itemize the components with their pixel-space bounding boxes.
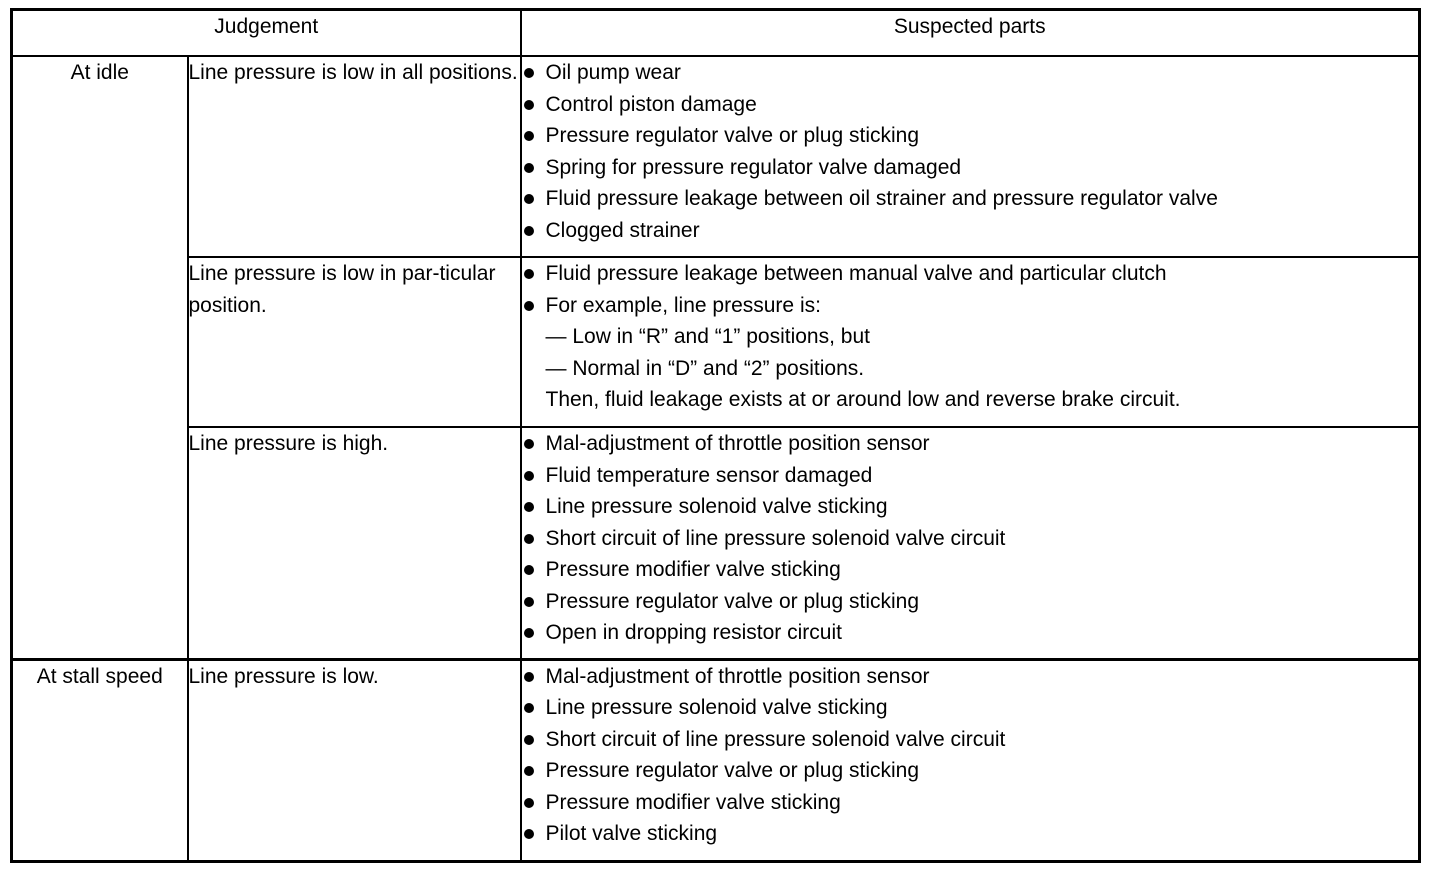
bullet-icon xyxy=(524,766,534,776)
list-item: Line pressure solenoid valve sticking xyxy=(522,692,1419,724)
parts-list xyxy=(522,258,1419,321)
parts-list xyxy=(522,661,1419,850)
judgement-header: Judgement xyxy=(12,10,521,57)
list-item: Pressure modifier valve sticking xyxy=(522,554,1419,586)
parts-cell xyxy=(521,427,1420,659)
bullet-icon xyxy=(524,301,534,311)
list-item: Line pressure solenoid valve sticking xyxy=(522,491,1419,523)
list-item: Short circuit of line pressure solenoid valve circuit xyxy=(522,523,1419,555)
bullet-icon xyxy=(524,471,534,481)
list-item: Spring for pressure regulator valve damaged xyxy=(522,152,1419,184)
line-pressure-diagnosis-table xyxy=(10,8,1421,863)
list-item: Fluid pressure leakage between manual valve and particular clutch xyxy=(522,258,1419,290)
table-row xyxy=(12,56,1420,257)
bullet-icon xyxy=(524,439,534,449)
list-item: Short circuit of line pressure solenoid valve circuit xyxy=(522,724,1419,756)
header-row xyxy=(12,10,1420,57)
bullet-icon xyxy=(524,703,534,713)
list-item: Pressure regulator valve or plug sticking xyxy=(522,120,1419,152)
bullet-icon xyxy=(524,163,534,173)
table-row xyxy=(12,257,1420,427)
bullet-icon xyxy=(524,829,534,839)
sub-item: — Low in “R” and “1” positions, but xyxy=(545,325,870,348)
list-item: Fluid pressure leakage between oil strainer and pressure regulator valve xyxy=(522,183,1419,215)
parts-list xyxy=(522,57,1419,246)
bullet-icon xyxy=(524,534,534,544)
bullet-icon xyxy=(524,100,534,110)
sub-item: — Normal in “D” and “2” positions. xyxy=(545,356,865,380)
parts-cell xyxy=(521,257,1420,427)
list-item: Mal-adjustment of throttle position sensor xyxy=(522,661,1419,693)
conclusion-note: Then, fluid leakage exists at or around low and reverse brake circuit. xyxy=(545,388,1181,411)
list-item: Fluid temperature sensor damaged xyxy=(522,460,1419,492)
condition-cell: Line pressure is high. xyxy=(188,427,521,659)
bullet-icon xyxy=(524,672,534,682)
list-item: Oil pump wear xyxy=(522,57,1419,89)
bullet-icon xyxy=(524,194,534,204)
bullet-icon xyxy=(524,798,534,808)
parts-cell xyxy=(521,56,1420,257)
bullet-icon xyxy=(524,597,534,607)
bullet-icon xyxy=(524,226,534,236)
suspected-parts-header: Suspected parts xyxy=(521,10,1420,57)
condition-cell: Line pressure is low in par-ticular position. xyxy=(188,257,521,427)
list-item: Mal-adjustment of throttle position sensor xyxy=(522,428,1419,460)
bullet-icon xyxy=(524,735,534,745)
list-item: Pressure modifier valve sticking xyxy=(522,787,1419,819)
parts-cell xyxy=(521,659,1420,862)
parts-list xyxy=(522,428,1419,649)
bullet-icon xyxy=(524,628,534,638)
list-item: For example, line pressure is: xyxy=(522,290,1419,322)
condition-cell: Line pressure is low in all positions. xyxy=(188,56,521,257)
list-item: Clogged strainer xyxy=(522,215,1419,247)
condition-cell: Line pressure is low. xyxy=(188,659,521,862)
list-item: Pilot valve sticking xyxy=(522,818,1419,850)
list-item: Pressure regulator valve or plug sticking xyxy=(522,755,1419,787)
group-at-stall-speed: At stall speed xyxy=(12,659,188,862)
bullet-icon xyxy=(524,565,534,575)
bullet-icon xyxy=(524,68,534,78)
table-row xyxy=(12,427,1420,659)
list-item: Pressure regulator valve or plug sticking xyxy=(522,586,1419,618)
list-item: Open in dropping resistor circuit xyxy=(522,617,1419,649)
bullet-icon xyxy=(524,131,534,141)
table-row xyxy=(12,659,1420,862)
list-item: Control piston damage xyxy=(522,89,1419,121)
group-at-idle: At idle xyxy=(12,56,188,659)
bullet-icon xyxy=(524,502,534,512)
bullet-icon xyxy=(524,269,534,279)
